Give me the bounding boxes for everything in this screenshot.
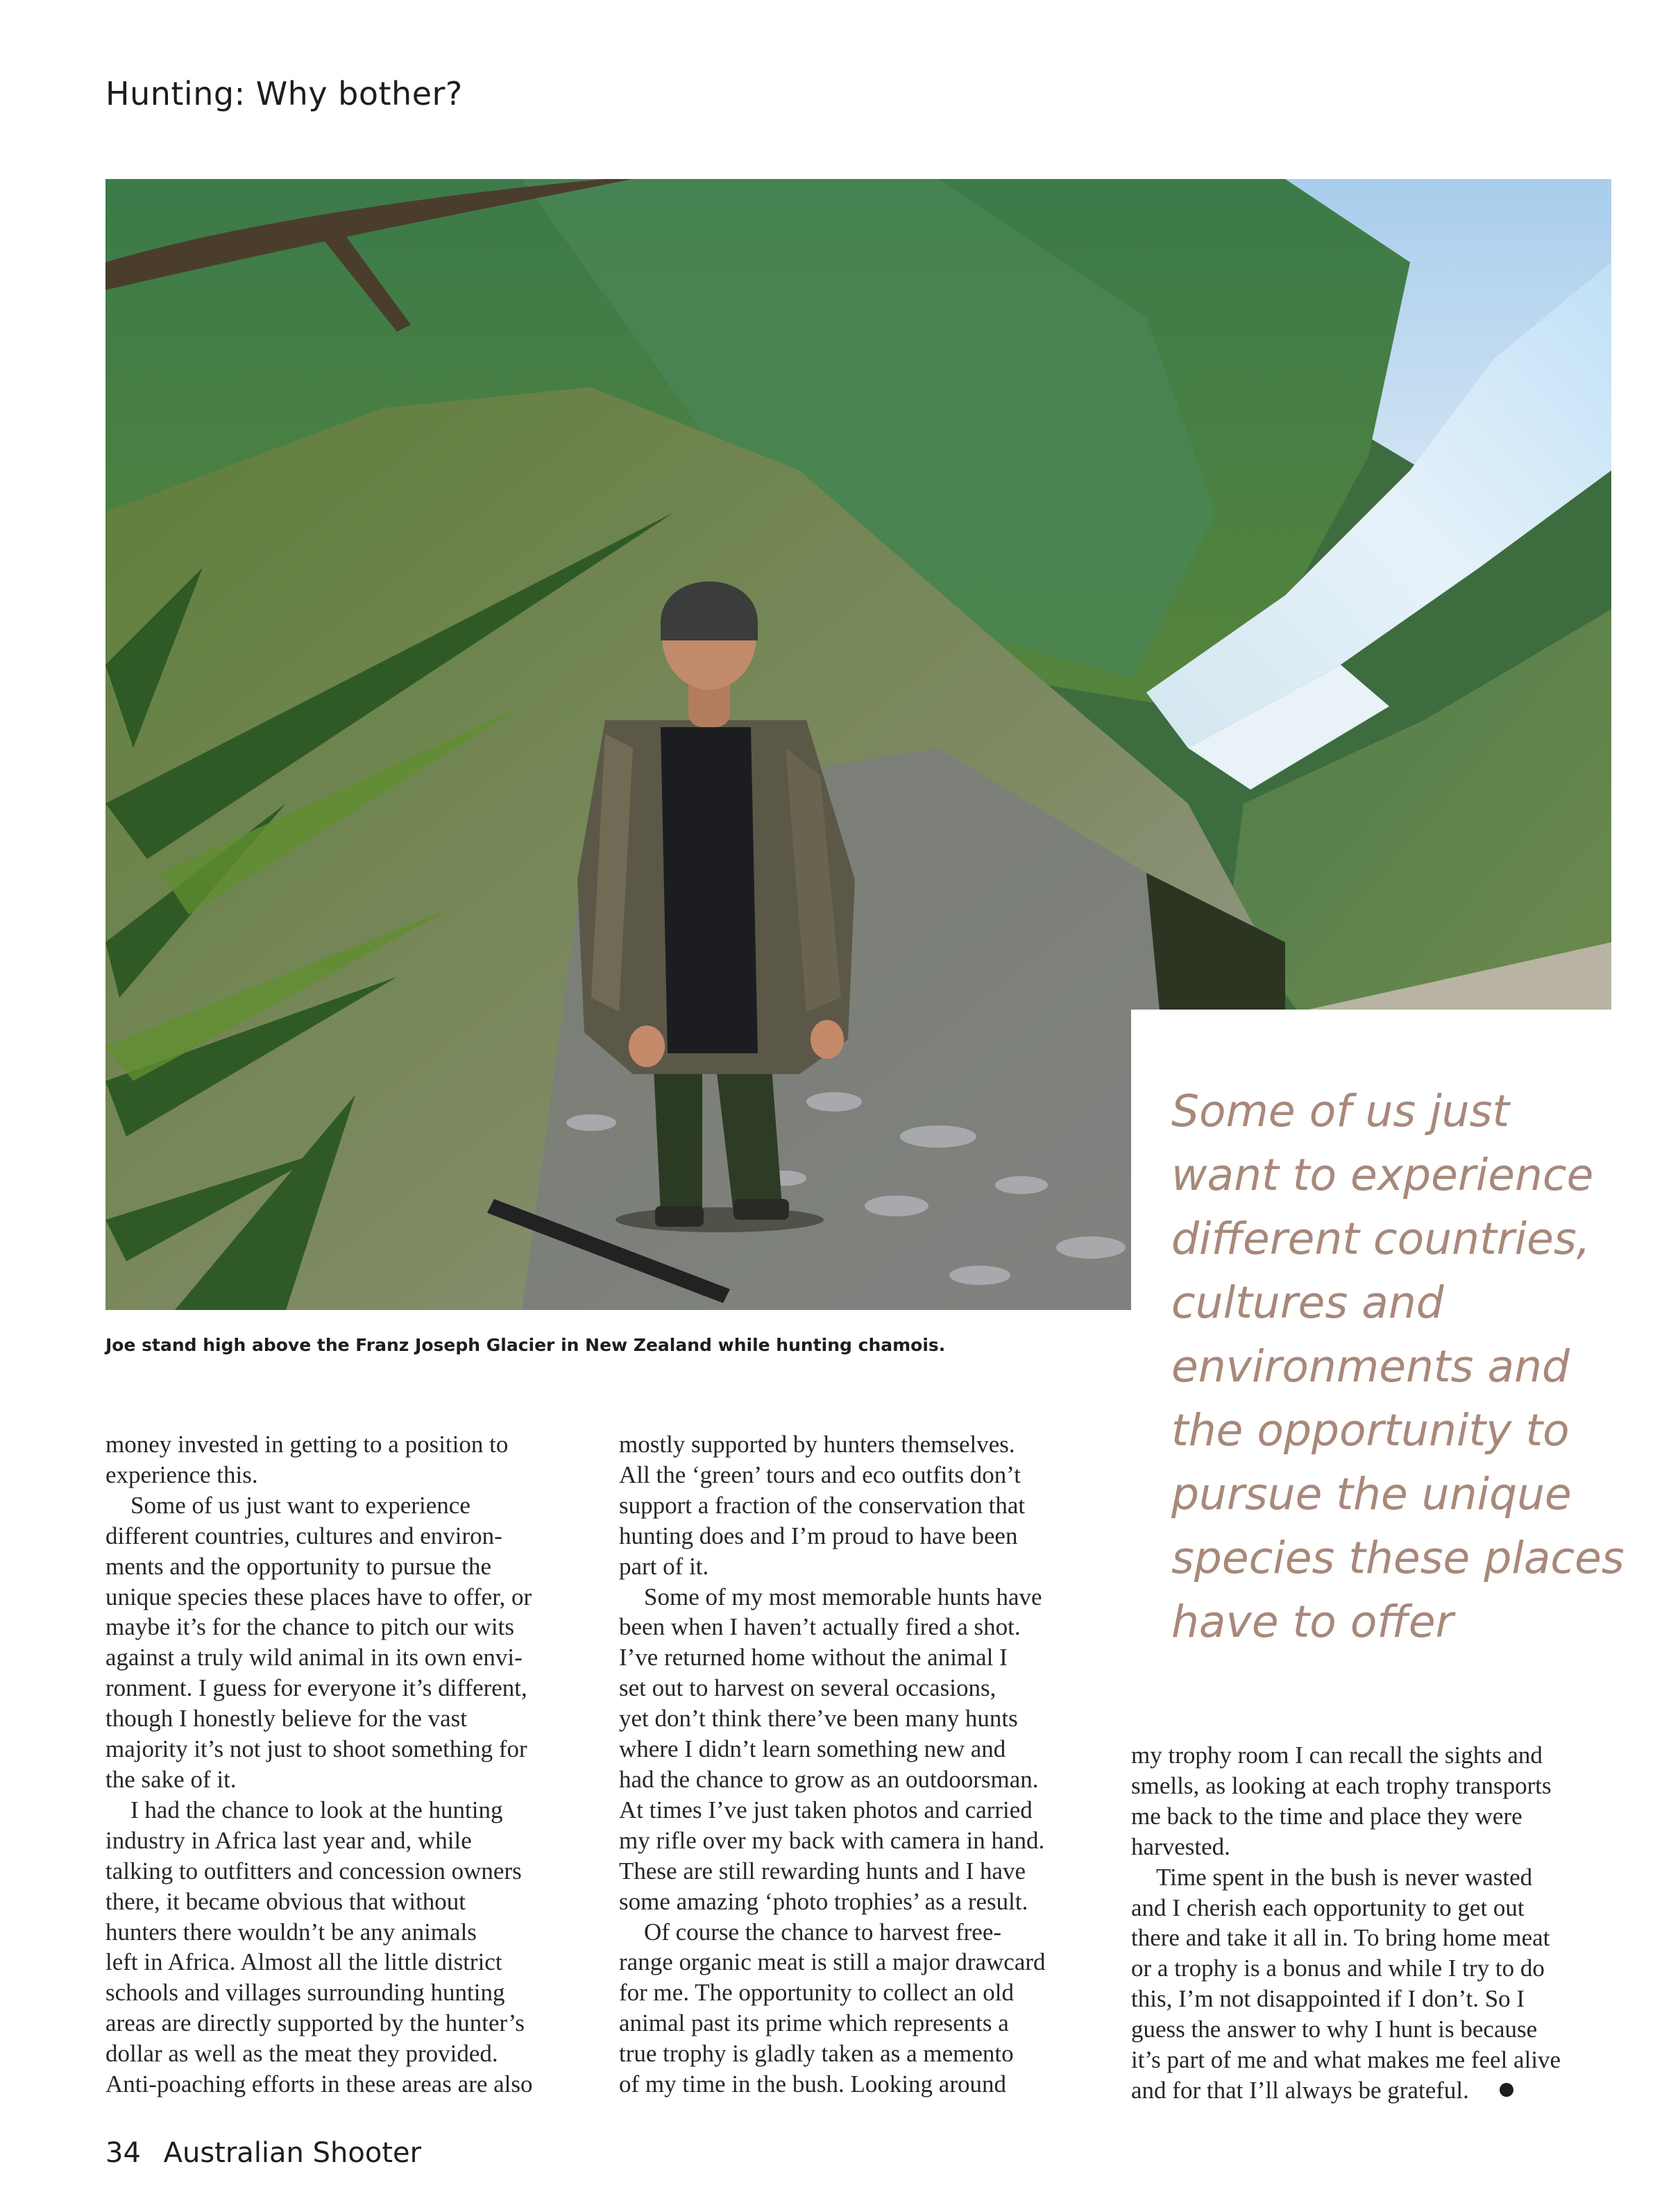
pull-quote-line: pursue the unique bbox=[1171, 1469, 1572, 1520]
text-line: dollar as well as the meat they provided. bbox=[105, 2040, 498, 2068]
text-line: some amazing ‘photo trophies’ as a result. bbox=[619, 1887, 1028, 1915]
text-line: of my time in the bush. Looking around bbox=[619, 2070, 1006, 2098]
text-line: ronment. I guess for everyone it’s different, bbox=[105, 1674, 527, 1702]
text-line: left in Africa. Almost all the little district bbox=[105, 1948, 502, 1976]
text-line: smells, as looking at each trophy transports bbox=[1131, 1771, 1552, 1799]
text-line: I had the chance to look at the hunting bbox=[130, 1796, 503, 1823]
text-line: and I cherish each opportunity to get out bbox=[1131, 1894, 1525, 1921]
paragraph bbox=[619, 1429, 1098, 1582]
text-line: Anti-poaching efforts in these areas are also bbox=[105, 2070, 533, 2098]
text-line: against a truly wild animal in its own envi- bbox=[105, 1644, 523, 1671]
article-column-3 bbox=[1131, 1740, 1610, 2106]
pull-quote bbox=[1171, 1080, 1629, 1654]
pull-quote-line: cultures and bbox=[1171, 1277, 1444, 1328]
text-line: for me. The opportunity to collect an old bbox=[619, 1979, 1014, 2007]
text-line: it’s part of me and what makes me feel alive bbox=[1131, 2046, 1561, 2074]
text-line: this, I’m not disappointed if I don’t. So I bbox=[1131, 1985, 1525, 2013]
text-line: guess the answer to why I hunt is because bbox=[1131, 2016, 1538, 2043]
pull-quote-line: environments and bbox=[1171, 1341, 1570, 1392]
text-line: support a fraction of the conservation that bbox=[619, 1491, 1026, 1519]
paragraph bbox=[105, 1795, 584, 2100]
text-line: Of course the chance to harvest free- bbox=[644, 1918, 1002, 1946]
paragraph bbox=[105, 1490, 584, 1795]
text-line: mostly supported by hunters themselves. bbox=[619, 1431, 1015, 1458]
text-line: me back to the time and place they were bbox=[1131, 1802, 1522, 1830]
text-line: All the ‘green’ tours and eco outfits don’t bbox=[619, 1461, 1021, 1488]
publication-name: Australian Shooter bbox=[163, 2137, 422, 2169]
text-line: true trophy is gladly taken as a memento bbox=[619, 2040, 1014, 2068]
text-line: hunting does and I’m proud to have been bbox=[619, 1522, 1018, 1549]
pull-quote-line: want to experience bbox=[1171, 1150, 1594, 1200]
paragraph bbox=[619, 1582, 1098, 1917]
text-line: schools and villages surrounding hunting bbox=[105, 1979, 505, 2007]
text-line: had the chance to grow as an outdoorsman. bbox=[619, 1765, 1039, 1793]
text-line: there and take it all in. To bring home meat bbox=[1131, 1924, 1550, 1952]
text-line: Time spent in the bush is never wasted bbox=[1156, 1863, 1533, 1891]
paragraph bbox=[619, 1917, 1098, 2100]
photo-caption: Joe stand high above the Franz Joseph Glacier in New Zealand while hunting chamois. bbox=[105, 1335, 946, 1355]
text-line: Some of my most memorable hunts have bbox=[644, 1583, 1042, 1610]
end-of-article-mark-icon bbox=[1500, 2083, 1513, 2097]
text-line: At times I’ve just taken photos and carried bbox=[619, 1796, 1033, 1823]
text-line: range organic meat is still a major drawcard bbox=[619, 1948, 1046, 1976]
running-head-title: Hunting: Why bother? bbox=[105, 75, 463, 112]
text-line: experience this. bbox=[105, 1461, 258, 1488]
pull-quote-line: places have to offer bbox=[1171, 1533, 1624, 1647]
pull-quote-line: different countries, bbox=[1171, 1214, 1590, 1264]
text-line: harvested. bbox=[1131, 1832, 1230, 1860]
text-line: I’ve returned home without the animal I bbox=[619, 1644, 1008, 1671]
text-line: been when I haven’t actually fired a shot. bbox=[619, 1613, 1021, 1641]
text-line: animal past its prime which represents a bbox=[619, 2009, 1009, 2037]
paragraph bbox=[105, 1429, 584, 1490]
text-line: where I didn’t learn something new and bbox=[619, 1735, 1006, 1763]
text-line: money invested in getting to a position to bbox=[105, 1431, 509, 1458]
paragraph bbox=[1131, 1862, 1610, 2106]
text-line: These are still rewarding hunts and I have bbox=[619, 1857, 1026, 1885]
text-line: or a trophy is a bonus and while I try to do bbox=[1131, 1955, 1545, 1982]
text-line: hunters there wouldn’t be any animals bbox=[105, 1918, 477, 1946]
article-column-2 bbox=[619, 1429, 1098, 2100]
text-line: Some of us just want to experience bbox=[130, 1491, 470, 1519]
paragraph bbox=[1131, 1740, 1610, 1862]
text-line: set out to harvest on several occasions, bbox=[619, 1674, 996, 1702]
page-footer bbox=[105, 2137, 421, 2169]
pull-quote-line: species these bbox=[1171, 1533, 1470, 1583]
page-number: 34 bbox=[105, 2137, 141, 2169]
text-line: the sake of it. bbox=[105, 1765, 237, 1793]
pull-quote-line: Some of us just bbox=[1171, 1086, 1510, 1137]
text-line: part of it. bbox=[619, 1552, 709, 1580]
article-column-1 bbox=[105, 1429, 584, 2100]
text-line: and for that I’ll always be grateful. bbox=[1131, 2075, 1610, 2106]
text-line: different countries, cultures and environ- bbox=[105, 1522, 502, 1549]
text-line: though I honestly believe for the vast bbox=[105, 1705, 467, 1733]
text-line: talking to outfitters and concession owners bbox=[105, 1857, 522, 1885]
text-line: unique species these places have to offer, or bbox=[105, 1583, 532, 1610]
text-line: there, it became obvious that without bbox=[105, 1887, 466, 1915]
text-line: industry in Africa last year and, while bbox=[105, 1826, 472, 1854]
text-line: maybe it’s for the chance to pitch our wits bbox=[105, 1613, 515, 1641]
text-line: yet don’t think there’ve been many hunts bbox=[619, 1705, 1018, 1733]
text-line: areas are directly supported by the hunter’s bbox=[105, 2009, 525, 2037]
text-line: my rifle over my back with camera in hand. bbox=[619, 1826, 1045, 1854]
text-line: my trophy room I can recall the sights and bbox=[1131, 1742, 1543, 1769]
text-line: ments and the opportunity to pursue the bbox=[105, 1552, 492, 1580]
pull-quote-line: the opportunity to bbox=[1171, 1405, 1570, 1456]
text-line: majority it’s not just to shoot something for bbox=[105, 1735, 527, 1763]
